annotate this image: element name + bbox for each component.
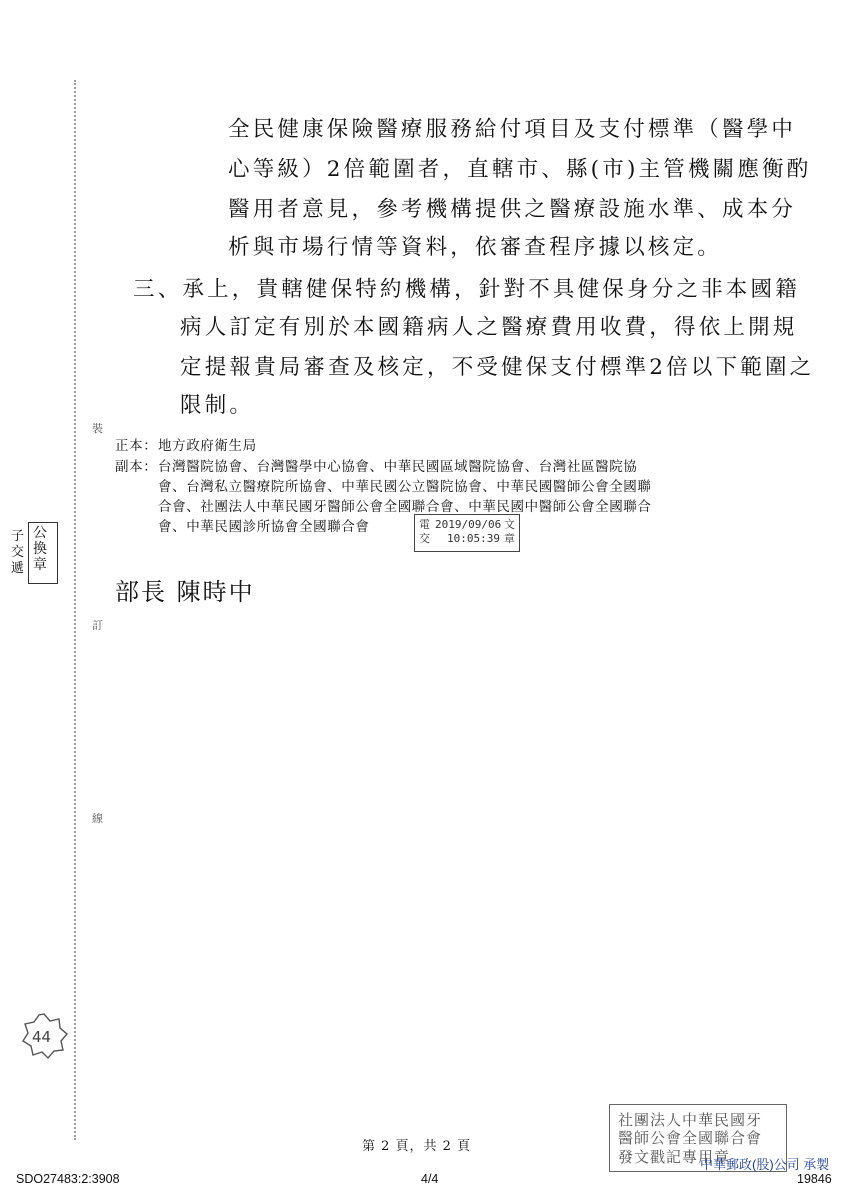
margin-mark-zhuang: 裝	[92, 422, 103, 435]
receipt-seal-line: 社團法人中華民國牙	[618, 1111, 763, 1129]
seal-char: 公	[33, 525, 47, 541]
seal-char: 換	[33, 541, 47, 557]
stamp-char: 章	[504, 532, 515, 545]
copy-recipient-line: 台灣醫院協會、台灣醫學中心協會、中華民國區域醫院協會、台灣社區醫院協	[158, 459, 638, 475]
stamp-time: 10:05:39	[447, 532, 500, 545]
page-fraction: 4/4	[421, 1172, 439, 1186]
copy-recipient-label: 副本：	[115, 459, 158, 475]
margin-mark-ding: 訂	[92, 619, 103, 632]
stamp-char: 電	[419, 518, 430, 531]
main-recipient-label: 正本：	[115, 438, 158, 454]
body-line: 三、承上，貴轄健保特約機構，針對不具健保身分之非本國籍	[133, 277, 800, 302]
body-line: 心等級）2倍範圍者，直轄市、縣(市)主管機關應衡酌	[228, 157, 812, 182]
seal-number: 44	[32, 1028, 52, 1046]
seal-char: 交	[11, 545, 25, 560]
electronic-exchange-stamp	[414, 514, 520, 552]
seal-char: 遞	[11, 561, 25, 576]
copy-recipient-line: 合會、社團法人中華民國牙醫師公會全國聯合會、中華民國中醫師公會全國聯合	[158, 499, 652, 515]
exchange-seal-left	[11, 522, 58, 584]
main-recipient: 地方政府衛生局	[158, 438, 257, 454]
page-number: 第 2 頁，共 2 頁	[362, 1139, 472, 1154]
receipt-seal-line: 醫師公會全國聯合會	[618, 1129, 763, 1147]
stamp-date: 2019/09/06	[435, 518, 502, 531]
seal-side-text	[11, 529, 25, 577]
body-line: 病人訂定有別於本國籍病人之醫療費用收費，得依上開規	[180, 315, 798, 340]
printer-code: 19846	[797, 1172, 832, 1186]
margin-mark-xian: 線	[92, 812, 103, 825]
copy-recipient-line: 會、台灣私立醫療院所協會、中華民國公立醫院協會、中華民國醫師公會全國聯	[158, 479, 652, 495]
binding-dotted-line	[74, 80, 76, 1140]
seal-char: 章	[33, 557, 47, 573]
receipt-seal-line: 發文戳記專用章	[618, 1148, 731, 1166]
body-line: 析與市場行情等資料，依審查程序據以核定。	[228, 235, 723, 260]
signer: 部長 陳時中	[115, 578, 255, 606]
body-line: 限制。	[180, 393, 255, 418]
document-code: SDO27483:2:3908	[16, 1172, 120, 1186]
body-line: 全民健康保險醫療服務給付項目及支付標準（醫學中	[228, 117, 797, 142]
seal-char: 子	[11, 529, 25, 544]
page-count-seal	[20, 1012, 68, 1060]
stamp-char: 交	[419, 532, 430, 545]
copy-recipient-line: 會、中華民國診所協會全國聯合會	[158, 519, 370, 535]
body-line: 醫用者意見，參考機構提供之醫療設施水準、成本分	[228, 197, 797, 222]
body-line: 定提報貴局審查及核定，不受健保支付標準2倍以下範圍之	[180, 355, 815, 380]
printer-name: 中華郵政(股)公司 承製	[700, 1157, 830, 1172]
stamp-char: 文	[504, 518, 515, 531]
